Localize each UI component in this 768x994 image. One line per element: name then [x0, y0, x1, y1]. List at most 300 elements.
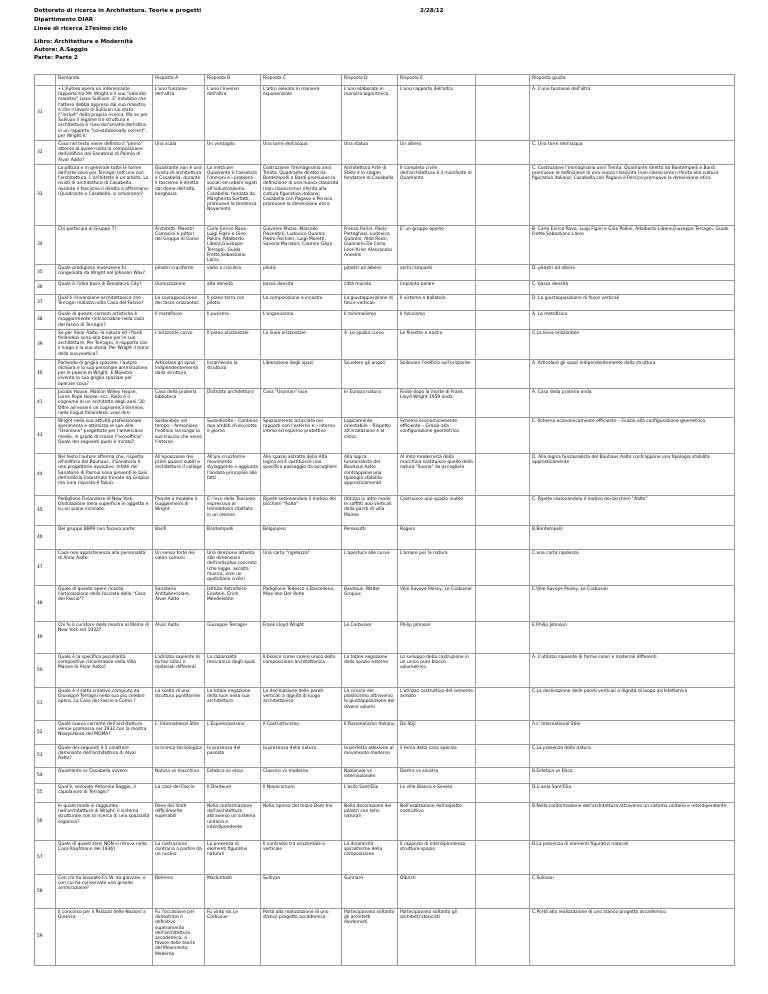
answer-c: Il Costruttivismo: [261, 720, 342, 744]
answer-a: Behrens: [153, 874, 205, 908]
question-text: Quale nuova corrente dell'architettura venne promossa nel 1932 con la mostra Newyorkese del MOMA?: [56, 720, 153, 744]
answer-d: Il minimalismo: [342, 311, 398, 330]
answer-e: L'uno rapporto dell'altra: [398, 86, 476, 141]
correct-answer: C.La declinazione delle pareti verticali a dignità di luogo architettonico: [530, 687, 735, 720]
answer-c: Una carta "rigidezza": [261, 549, 342, 585]
correct-answer: C. bassa densità: [530, 281, 735, 295]
correct-answer: D. Alla logica funzionalista del Bauhaus Aalto contrappone una tipologia stabilita approsticamente: [530, 453, 735, 495]
answer-b: L'uno l'inverso dell'altra: [205, 86, 261, 141]
spacer-cell: [476, 840, 530, 874]
answer-b: Estetica vs etica: [205, 767, 261, 783]
col-header: Risposta A: [153, 75, 205, 86]
question-number: 38: [35, 311, 56, 330]
spacer-cell: [476, 549, 530, 585]
answer-b: Il piano orizzontale: [205, 329, 261, 359]
answer-b: Una direzione attenta alle dimensioni dell'individuo concreto (che legge, ascolta musica, vive un quotidiano civile): [205, 549, 261, 585]
department: Dipartimento DIAR: [34, 17, 94, 23]
spacer-cell: [476, 417, 530, 453]
answer-a: L'uno funzione dell'altra: [153, 86, 205, 141]
correct-answer: A. La metafisica: [530, 311, 735, 330]
question-text: Se per Alvar Aalto, la natura ed i fiordi finlandesi sono alla base per le sue architetture, Per Terragni, il rapporto con il luogo e la sua storia. Per Wright il tema della sua poetica?: [56, 329, 153, 359]
answer-a: Alvar Aalto: [153, 621, 205, 653]
answer-b: Il Danteum: [205, 783, 261, 802]
answer-c: Giovanni Muzio, Marcello Piacentini, Ludovico Quaroni, Pietro Aschieri, Luigi Moretti, Saverio Muratori, Carmen Gaya: [261, 225, 342, 264]
answer-d: In Europa natura: [342, 388, 398, 417]
correct-answer: D. pilastri ad albero: [530, 265, 735, 281]
answer-a: Natura vs macchina: [153, 767, 205, 783]
table-row: [35, 783, 735, 802]
answer-c: Belgiojoso: [261, 525, 342, 549]
spacer-cell: [476, 908, 530, 965]
answer-a: Sanatorio Antitubercolare, Alvar Aalto: [153, 585, 205, 621]
answer-e: Nell'esaltazione dell'aspetto costruttivo: [398, 802, 476, 840]
answer-d: La totale negazione dello spazio esterno: [342, 653, 398, 687]
answer-c: Costruzione l'immaginario anni Trenta. Quadrante diretto da Bontempelli e Bardi promuove la definizione di una nuova classicità (non classicismo) riferita alla cultura figurativa italiana; Casabella con Pagano e Persico promuove la dimensione etica: [261, 164, 342, 225]
table-row: [35, 329, 735, 359]
book-title: Libro: Architettura e Modernità: [34, 39, 133, 45]
answer-c: Portò alla realizzazione di uno stanco progetto accademico: [261, 908, 342, 965]
answer-d: L'uno elaborato in maniera logaritmica: [342, 86, 398, 141]
col-header: [35, 75, 56, 86]
question-text: • L'Autore opera un interessante rapporto tra Mr. Wright e il suo "adorato maestro" Louis Sullivan. E' indubbio che l'atteso debba appreso dal suo maestro, e che il lavoro di Sullivan sia stato l'"incipit" della propria ricerca. Ma se per Sullivan il legame tra struttura e architettura è l'uso del'arnatie dell'attra, in un rapporto "constitutionally correct", per Wright è:: [56, 86, 153, 141]
answer-d: La giustapposizione di fasce verticali: [342, 295, 398, 311]
correct-answer: D.L'asilo Sant'Elia: [530, 783, 735, 802]
answer-e: Finite dopo la morte di Frank Lloyd Wright 1959 onda: [398, 388, 476, 417]
question-number: 45: [35, 495, 56, 525]
answer-c: Classico vs moderno: [261, 767, 342, 783]
answer-b: Mackintosh: [205, 874, 261, 908]
col-header: Domanda: [56, 75, 153, 86]
answer-c: L'organicismo: [261, 311, 342, 330]
answer-c: Frank Lloyd Wright: [261, 621, 342, 653]
question-number: 57: [35, 840, 56, 874]
answer-b: La razionalità meccanica degli spazi: [205, 653, 261, 687]
question-text: Quadrante vs Casabella ovvero:: [56, 767, 153, 783]
correct-answer: C.Portò alla realizzazione di uno stanco progetto accademico: [530, 908, 735, 965]
question-number: 47: [35, 549, 56, 585]
answer-a: L'utilizzo sapiente di forme colori e materiali differenti: [153, 653, 205, 687]
answer-d: L'apertura alle curve: [342, 549, 398, 585]
answer-d: Le Corbusier: [342, 621, 398, 653]
book-meta: [34, 38, 133, 62]
question-text: Quale di questi temi NON si ritrova nella Casa Kaufmann del 1936?: [56, 840, 153, 874]
spacer-cell: [476, 687, 530, 720]
question-text: Il concorso per il Palazzo delle Nazioni a Ginevra:: [56, 908, 153, 965]
correct-answer: A.L' International Stile: [530, 720, 735, 744]
answer-c: bassa densità: [261, 281, 342, 295]
question-text: Del gruppo BBPR non faceva parte:: [56, 525, 153, 549]
question-text: Qual'è, secondo Antonino Saggio, il capolavoro di Terragni?: [56, 783, 153, 802]
spacer-cell: [476, 525, 530, 549]
answer-b: E' l'eco della Tensione espressiva al trendaltosin ritattata in un interno: [205, 495, 261, 525]
correct-answer: D. La giustapposizione di fasce verticali: [530, 295, 735, 311]
question-number: 39: [35, 329, 56, 359]
table-row: [35, 225, 735, 264]
answer-b: Incarnerare la struttura: [205, 359, 261, 388]
question-text: Partendo di griglia spaziale, l'autore dichiara e lo sua personale ammirazione per le poesie di Wright. E Maestro inventa la sua griglia spaziale per operare cosa?: [56, 359, 153, 388]
question-text: Quale di queste opere ricorda l'articolazione della facciata della "Casa del Fascio"?: [56, 585, 153, 621]
answer-c: Il contrasto tra orizzontale e verticale: [261, 840, 342, 874]
spacer-cell: [476, 86, 530, 141]
table-row: [35, 453, 735, 495]
answer-b: Giuseppe Terragni: [205, 621, 261, 653]
answer-d: Partecipavano soltanto gli architetti modernisti: [342, 908, 398, 965]
correct-answer: C. Costruzione l'immaginario anni Trenta. Quadrante diretto da Bontempelli e Bardi promuove la definizione di una nuova classicità (non classicismo) riferita alla cultura figurativa italiana; Casabella con Pagano e Persico promuove la dimensione etica: [530, 164, 735, 225]
answer-c: L'altro elevato in maniera esponenziale: [261, 86, 342, 141]
correct-answer: C.La presenza della natura: [530, 744, 735, 767]
answer-a: Articolare gli spazi indipendentemente dalla struttura: [153, 359, 205, 388]
col-header: Risposta B: [205, 75, 261, 86]
correct-answer: B.Nella conformazione dell'architettura attraverso un sistema unitario e interdipendente: [530, 802, 735, 840]
answer-e: Partecipavano soltanto gli architetti storicisti: [398, 908, 476, 965]
answer-e: Destra vs sinistra: [398, 767, 476, 783]
answer-a: La sovrapposizione dei fasce orizzontali: [153, 295, 205, 311]
spacer-cell: [476, 744, 530, 767]
answer-a: Rene dei limiti difficilmente superabili: [153, 802, 205, 840]
answer-c: Il bianco come colore unico della composizione architettonica: [261, 653, 342, 687]
question-number: 55: [35, 783, 56, 802]
question-text: Jacobs House, Malcon Willey House, Loren Pope House, ecc. Aalto è il cognome di un architetto degli anni '30. Oltre ad essere un cognome,il termine, nella lingua finlandese, vuol dire:: [56, 388, 153, 417]
spacer-cell: [476, 295, 530, 311]
spacer-cell: [476, 329, 530, 359]
question-number: 41: [35, 388, 56, 417]
answer-d: Alla logica funzionalista del Bauhaus Aalto contrappone una tipologia stabilita approsticamente: [342, 453, 398, 495]
answer-c: La linea orizzontale: [261, 329, 342, 359]
table-row: [35, 388, 735, 417]
answer-b: L'Espressionismo: [205, 720, 261, 744]
correct-answer: A. Articolare gli spazi indipendentemente dalla struttura: [530, 359, 735, 388]
answer-b: La metà per Quadrante è l'assetare l'immoni e i problemi sociali ed urbani legati all'industrialismo, Casabella, fondata da Margherita Sarfatti, promuove la tendenza Novecento: [205, 164, 261, 225]
spacer-cell: [476, 802, 530, 840]
question-text: Wright nella sua attività professionale sperimenta e ottimizza le sue ville "Usoniane" progettate per l'americano medio, in grado di creare l'"ecoefficio". Quale del seguenti punti è mirato?: [56, 417, 153, 453]
answer-d: Il Razionalismo Italiano: [342, 720, 398, 744]
spacer-cell: [476, 359, 530, 388]
question-text: Casa non appartenenza alla personalità di Alvar Aalto:: [56, 549, 153, 585]
answer-a: La costruzione contraria a partire da un nucleo: [153, 840, 205, 874]
answer-d: Nazionale vs internazionale: [342, 767, 398, 783]
spacer-cell: [476, 767, 530, 783]
table-row: [35, 525, 735, 549]
answer-a: Casa della prateria biblioteca: [153, 388, 205, 417]
answer-d: La dinamicità spiraliforme della composizione: [342, 840, 398, 874]
question-text: Quale è la specifica peculiarità compositive riscontrabile nella Villa Mairea di Alvar Aalto?: [56, 653, 153, 687]
table-row: [35, 164, 735, 225]
answer-b: Un ventaglio: [205, 141, 261, 165]
answer-e: archi rampanti: [398, 265, 476, 281]
answer-c: Liberazione degli spazi: [261, 359, 342, 388]
correct-answer: B.Estetica vs Etica: [530, 767, 735, 783]
answer-a: Architetti, Maestri Comacini e pittori del Gruppo di Como: [153, 225, 205, 264]
answer-d: Utilizza in altro modo le soffitti aoo verticali della parsti di villa Mairea: [342, 495, 398, 525]
answer-b: la presenza del passato: [205, 744, 261, 767]
correct-answer: A. Casa della prateria onda: [530, 388, 735, 417]
correct-answer: B. Carlo Enrico Rava, Luigi Figini e Gino Pollini, Adalberto Libera,Giuseppe Terragni, Guido Frette,Sebastiano Larco: [530, 225, 735, 264]
answer-c: Una torre dell'acqua: [261, 141, 342, 165]
correct-answer: C.una carta rigidezza: [530, 549, 735, 585]
table-row: [35, 908, 735, 965]
answer-e: E' un gruppo aperto: [398, 225, 476, 264]
answer-e: Le ville Bianca e Severo: [398, 783, 476, 802]
question-number: 34: [35, 225, 56, 264]
col-header: Risposta E: [398, 75, 476, 86]
spacer-cell: [476, 783, 530, 802]
answer-b: Bontempelli: [205, 525, 261, 549]
answer-b: alta densità: [205, 281, 261, 295]
answer-a: la ricerca tecnologica: [153, 744, 205, 767]
answer-c: Spazialmente arricciata nei rapporti con l'esterno e – interno intimo ed esperno protettivo: [261, 417, 342, 453]
question-text: Quale è il sotto creativo compiuto da Giuseppe Terragni nella sua più celebre opera, La Casa del Fascio a Como ?: [56, 687, 153, 720]
table-row: [35, 744, 735, 767]
question-number: 49: [35, 621, 56, 653]
col-header: Risposta C: [261, 75, 342, 86]
answer-a: L' International Stile: [153, 720, 205, 744]
answer-e: Costruisce uno spazio inutile: [398, 495, 476, 525]
table-row: [35, 417, 735, 453]
answer-b: La totale negazione della luce nella sua architettura: [205, 687, 261, 720]
correct-answer: A. L'uno funzione dell'altra: [530, 86, 735, 141]
answer-b: All'uni cruciforme movimento stylaggente e aggiunta l'andata principale alle fatti: [205, 453, 261, 495]
correct-answer: E. Schema economicamente efficiente – Grazie alla configurazione geometrica: [530, 417, 735, 453]
answer-e: Il completo civile dell'architettura è il manifesto di Quadrante: [398, 164, 476, 225]
answer-e: L'utilizzo costruttivo del cemento armato: [398, 687, 476, 720]
question-text: Quale dei seguenti è il carattere dominante dell'architettura di Alvar Aalto?: [56, 744, 153, 767]
answer-c: pilotis: [261, 265, 342, 281]
table-row: [35, 281, 735, 295]
answer-a: Un senso forte dei valori comuni: [153, 549, 205, 585]
question-text: Quale è l'idea base di Broadacre City?: [56, 281, 153, 295]
answer-b: Nella conformazione dell'architettura attraverso un sistema unitario e interdipendente: [205, 802, 261, 840]
answer-a: Sostenibile nel tempo – Armonioso l'edificio sia lungo la sue traccia che verso l'interno: [153, 417, 205, 453]
answer-d: Peressutti: [342, 525, 398, 549]
answer-d: Una statua: [342, 141, 398, 165]
table-row: [35, 687, 735, 720]
answer-c: Nella ripresa del telaio Dom Ino: [261, 802, 342, 840]
answer-d: Nella decorazione dei pilastri con temi naturali: [342, 802, 398, 840]
table-row: [35, 495, 735, 525]
table-row: [35, 295, 735, 311]
question-text: Chi partecipa al Gruppo 7?: [56, 225, 153, 264]
question-text: Qual'è l'invenzione architettonica che Terragni realizza nella Casa del Fascio?: [56, 295, 153, 311]
table-row: [35, 621, 735, 653]
correct-answer: E.Ville Savoye Poissy, Le Corbusier: [530, 585, 735, 621]
answer-c: Allo spazio astratto della Alta logica ed è sostituisce uno specifico passaggio da accogliere: [261, 453, 342, 495]
correct-answer: E.Philip Johnson: [530, 621, 735, 653]
table-row: [35, 265, 735, 281]
doc-date: 2/28/12: [420, 8, 444, 14]
answer-d: Franco Purini, Paolo Portoghesi, Ludovico Quaroni, Aldo Rossi, Giancarlo De Carlo, Leon Krier Alessandro Anselmi: [342, 225, 398, 264]
answer-b: Carlo Enrico Rava, Luigi Figini e Gino Pollini, Adalberto Libera,Giuseppe Terragni, Guido Frette,Sebastiano Larco: [205, 225, 261, 264]
answer-c: Ripete sezionandolo il motivo dei bicchieri "Aalto": [261, 495, 342, 525]
correct-answer: C. Una torre dell'acqua: [530, 141, 735, 165]
answer-a: pilastri cruciformi: [153, 265, 205, 281]
spacer-cell: [476, 311, 530, 330]
answer-a: Quadrante non è una rivista di architettura e Casabella, durante il fascismo è diretta dal dome dell'alta borghesia: [153, 164, 205, 225]
answer-e: Lo sviluppo della costruzione in un unico puro blocco volumetrico: [398, 653, 476, 687]
answer-e: il tema della casa operaia: [398, 744, 476, 767]
table-row: [35, 840, 735, 874]
question-number: 54: [35, 767, 56, 783]
spacer-cell: [476, 720, 530, 744]
answer-c: Sullivan: [261, 874, 342, 908]
answer-e: Al mito modernista della macchina sostituisce quello della natura "lluoria" da accogliere: [398, 453, 476, 495]
answer-e: Rogers: [398, 525, 476, 549]
table-row: [35, 141, 735, 165]
answer-e: Il rapporto di interdipendenza struttura-spazio: [398, 840, 476, 874]
table-row: [35, 549, 735, 585]
col-header: Risposta D: [342, 75, 398, 86]
answer-d: A. Lo spazio curvo: [342, 329, 398, 359]
answer-a: La casa del Fascio: [153, 783, 205, 802]
spacer-cell: [476, 585, 530, 621]
spacer-cell: [476, 495, 530, 525]
answer-e: Sollevare l'edificio sull'orizzonte: [398, 359, 476, 388]
question-number: 51: [35, 687, 56, 720]
question-number: 31: [35, 86, 56, 141]
question-text: Con chi ha lavorato F.L.W. da giovane, e con cui ha conservato una grande ammirazione?: [56, 874, 153, 908]
question-number: 46: [35, 525, 56, 549]
table-row: [35, 585, 735, 621]
answer-a: Il metafisico: [153, 311, 205, 330]
doc-title: Dottorato di ricerca in Architettura. Teorie e progetti: [34, 8, 202, 14]
answer-a: La scelta di una struttura puntiforme: [153, 687, 205, 720]
correct-answer: C. Ripete sezionandolo il motivo dei bicchieri "Aalto": [530, 495, 735, 525]
answer-e: Le finestre a nastro: [398, 329, 476, 359]
answer-c: Padiglione Tedesco a Barcellona, Mies Van Der Rohe: [261, 585, 342, 621]
answer-c: La declinazione delle pareti verticali a dignità di luogo architettonico: [261, 687, 342, 720]
question-number: 58: [35, 874, 56, 908]
spacer-cell: [476, 141, 530, 165]
answer-b: volte a crociera: [205, 265, 261, 281]
table-row: [35, 653, 735, 687]
question-number: 50: [35, 653, 56, 687]
book-author: Autore: A.Saggio: [34, 47, 88, 53]
answer-b: Istituto Astrofisico Einstein, Erich Mendelsohn: [205, 585, 261, 621]
document-header: [34, 7, 734, 34]
question-number: 43: [35, 417, 56, 453]
answer-d: Logicamente orientabile – Rispetto all'irradazione e al clima: [342, 417, 398, 453]
answer-e: Ville Savoye Poissy, Le Corbusier: [398, 585, 476, 621]
question-number: 48: [35, 585, 56, 621]
question-text: Chi fu il curatore della mostra al Moma di New York nel 1932?: [56, 621, 153, 653]
answer-d: Architettura Arte di Stato è lo slogan fondatore di Casabella: [342, 164, 398, 225]
answer-e: Un albero: [398, 141, 476, 165]
quiz-table: [34, 74, 735, 966]
question-number: 32: [35, 141, 56, 165]
answer-a: All'oposizione dei primi quasiri subiti e architettura il collage: [153, 453, 205, 495]
table-row: [35, 86, 735, 141]
question-text: In quale modo si raggiunto, nell'architettura di Wright, il sistema strutturale con la ricerca di una spazialità organica?: [56, 802, 153, 840]
answer-a: Prende a modello il Guggenheim di Wright: [153, 495, 205, 525]
spacer-cell: [476, 621, 530, 653]
table-row: [35, 802, 735, 840]
answer-d: L'asilo Sant'Elia: [342, 783, 398, 802]
table-header-row: [35, 75, 735, 86]
spacer-cell: [476, 225, 530, 264]
question-number: 36: [35, 281, 56, 295]
table-row: [35, 767, 735, 783]
question-text: La pittura e in generale tutte le forme dell'arte sono per Terragni tutt'uno con l'architettura. L'architetto è un'artista. Le rivisti di architettura di Casabella, durante il fascismo il diretta e affermano (Quadrante e Casabella, si schierano)?: [56, 164, 153, 225]
question-text: Cosa nel testo viene definito il "perno" attorno al quale ruota la composizione dell'edificio del Sanatorio di Paimio di Alvar Aalto?: [56, 141, 153, 165]
question-text: Quale prodigiosa invenzione fu congeniata da Wright nel Johnson Wax?: [56, 265, 153, 281]
answer-d: città murata: [342, 281, 398, 295]
question-number: 52: [35, 720, 56, 744]
book-part: Parte: Parte 2: [34, 55, 78, 61]
answer-b: La presenza di elementi figurativi naturali: [205, 840, 261, 874]
spacer-cell: [476, 265, 530, 281]
answer-a: Fu l'occasione per dimostrare il definitivo superamento dell'architettura accademica, a favore delle teorie del Movimento Moderno: [153, 908, 205, 965]
question-number: 44: [35, 453, 56, 495]
answer-a: Una scala: [153, 141, 205, 165]
answer-e: Olbrich: [398, 874, 476, 908]
question-number: 35: [35, 265, 56, 281]
answer-e: Il sistema a ballatoio: [398, 295, 476, 311]
question-number: 59: [35, 908, 56, 965]
answer-e: impianto polare: [398, 281, 476, 295]
correct-answer: C.Sullivan: [530, 874, 735, 908]
question-text: Quale di queste correnti artistiche è maggiormente rintracciabile nella casa del fascio di Terragni?: [56, 311, 153, 330]
question-number: 56: [35, 802, 56, 840]
answer-b: Fu vinto da Le Corbusier: [205, 908, 261, 965]
answer-e: Schema economicamente efficiente – Grazie alla configurazione geometrica: [398, 417, 476, 453]
answer-b: Il piano terra con pilotis: [205, 295, 261, 311]
answer-b: Sussidivolte – Contiene due ambiti d'uso,notte e giorno: [205, 417, 261, 453]
answer-e: De Stijl: [398, 720, 476, 744]
spacer-cell: [476, 281, 530, 295]
answer-e: Il futurismo: [398, 311, 476, 330]
answer-e: Philip Johnson: [398, 621, 476, 653]
answer-a: Uomizzazione: [153, 281, 205, 295]
correct-answer: C.La linea orizzontale: [530, 329, 735, 359]
table-row: [35, 720, 735, 744]
answer-c: Casa "Usonian" luce: [261, 388, 342, 417]
answer-a: Banfi: [153, 525, 205, 549]
answer-d: La ricerca del plasticismo attraverso la giustapposizione dei diversi volumi: [342, 687, 398, 720]
question-number: 33: [35, 164, 56, 225]
table-row: [35, 311, 735, 330]
table-row: [35, 874, 735, 908]
col-header: Risposta giusta: [530, 75, 735, 86]
answer-d: Bauhaus, Walter Gropius: [342, 585, 398, 621]
answer-b: Distrutto architettura: [205, 388, 261, 417]
correct-answer: B.La presenza di elementi figurativi naturali: [530, 840, 735, 874]
answer-e: L'amore per la natura: [398, 549, 476, 585]
spacer-cell: [476, 164, 530, 225]
spacer-cell: [476, 653, 530, 687]
spacer-cell: [476, 388, 530, 417]
answer-d: la perfetta adesione al movimento moderno: [342, 744, 398, 767]
answer-a: L'orizzonte curvo: [153, 329, 205, 359]
col-header: [476, 75, 530, 86]
correct-answer: A. L'utilizzo sapiente di forme colori e materiali differenti: [530, 653, 735, 687]
question-text: Nel testo l'autore afferma che, rispetto all'edificio del Bauhaus, il Sanatorio è uno progetterie evolutivo. Infatti nel Sanatorio di Paimio sono presenti le basi dell'edilizia industriale trovate da Gropius ma (una risposta è falsa)...: [56, 453, 153, 495]
spacer-cell: [476, 874, 530, 908]
answer-d: pilastri ad albero: [342, 265, 398, 281]
correct-answer: B.Bontempelli: [530, 525, 735, 549]
table-row: [35, 359, 735, 388]
answer-d: Scuotere gli angoli: [342, 359, 398, 388]
spacer-cell: [476, 453, 530, 495]
research-line: Linee di ricerca 27esimo ciclo: [34, 26, 128, 32]
answer-c: Il Novocomum: [261, 783, 342, 802]
answer-c: la presenza della natura: [261, 744, 342, 767]
answer-c: La composizione a incastro: [261, 295, 342, 311]
question-number: 53: [35, 744, 56, 767]
answer-d: Gunnard: [342, 874, 398, 908]
question-number: 40: [35, 359, 56, 388]
question-number: 37: [35, 295, 56, 311]
question-text: Padiglione Finlandese di New York. Ondulazione della superficie in aggetto e su un piano inclinato.: [56, 495, 153, 525]
answer-b: Il purismo: [205, 311, 261, 330]
